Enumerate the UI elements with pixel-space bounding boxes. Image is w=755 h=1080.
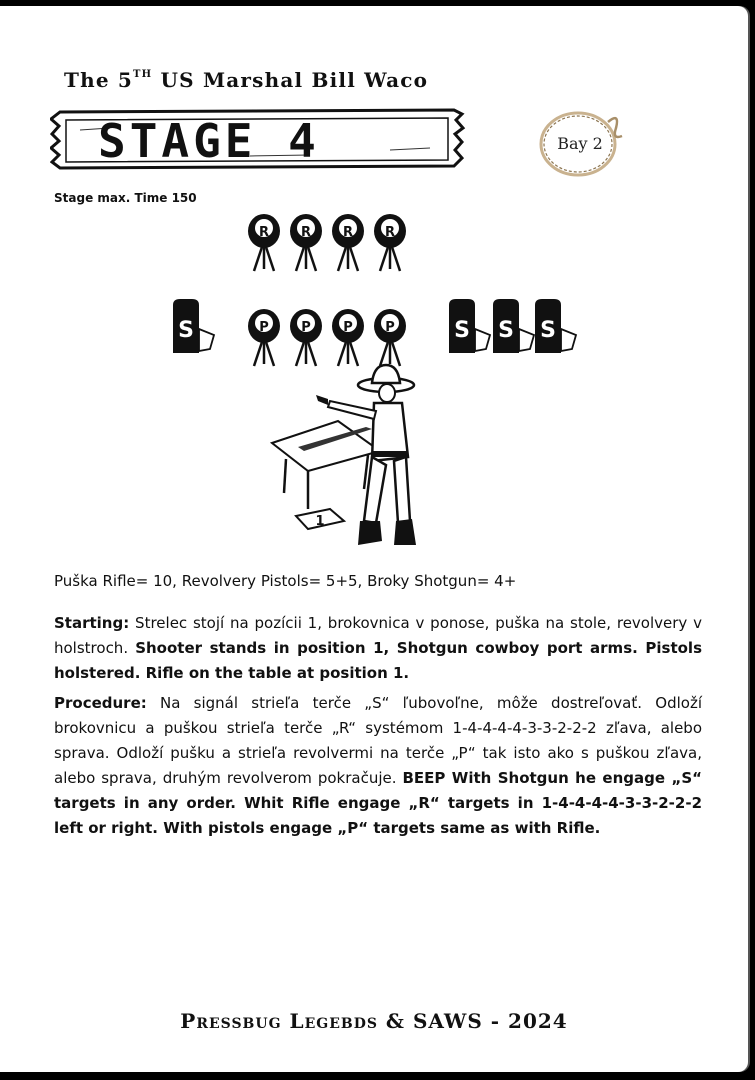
starting-label: Starting: xyxy=(54,614,130,632)
pistol-target-3 xyxy=(332,309,364,366)
rifle-target-4 xyxy=(374,214,406,271)
stage-number: STAGE 4 xyxy=(98,114,320,168)
round-counts: Puška Rifle= 10, Revolvery Pistols= 5+5, Broky Shotgun= 4+ xyxy=(54,572,517,590)
shotgun-target-1 xyxy=(173,299,214,353)
shotgun-target-2 xyxy=(449,299,490,353)
title-suffix: US Marshal Bill Waco xyxy=(152,68,429,92)
svg-text:P: P xyxy=(343,320,353,335)
pistol-target-2 xyxy=(290,309,322,366)
svg-text:P: P xyxy=(301,320,311,335)
starting-text-sk: Strelec stojí na pozícii 1, brokovnica v ponose, puška na stole, revolvery v holstroch. xyxy=(54,614,702,657)
title-prefix: The 5 xyxy=(64,68,134,92)
pistol-target-4 xyxy=(374,309,406,366)
svg-text:R: R xyxy=(384,225,396,240)
procedure-text-en: BEEP With Shotgun he engage „S“ targets in any order. Whit Rifle engage „R“ targets in 1-4-4-4-4-3-3-2-2-2 left or right. With pistols engage „P“ targets same as with Rifle. xyxy=(54,769,702,837)
stage-time: Stage max. Time 150 xyxy=(54,191,197,205)
shotgun-target-3 xyxy=(493,299,534,353)
shotgun-target-4 xyxy=(535,299,576,353)
page-footer: Pressbug Legebds & SAWS - 2024 xyxy=(180,1009,568,1033)
svg-text:S: S xyxy=(498,318,514,343)
rifle-target-2 xyxy=(290,214,322,271)
svg-text:S: S xyxy=(540,318,556,343)
procedure-section xyxy=(54,691,702,841)
svg-text:S: S xyxy=(454,318,470,343)
procedure-label: Procedure: xyxy=(54,694,147,712)
rifle-target-1 xyxy=(248,214,280,271)
target-layout xyxy=(0,6,748,386)
pistol-target-1 xyxy=(248,309,280,366)
starting-section xyxy=(54,611,702,686)
svg-text:R: R xyxy=(258,225,270,240)
procedure-text-sk: Na signál strieľa terče „S“ ľubovoľne, môže dostreľovať. Odloží brokovnicu a puškou strieľa terče „R“ systémom 1-4-4-4-4-3-3-2-2-2 zľava, alebo sprava. Odloží pušku a strieľa revolvermi na terče „P“ tak isto ako s puškou zľava, alebo sprava, druhým revolverom pokračuje. xyxy=(54,694,702,787)
position-number: 1 xyxy=(315,514,325,529)
svg-text:S: S xyxy=(178,318,194,343)
cowboy-shooter-icon xyxy=(268,361,428,556)
bay-label: Bay 2 xyxy=(557,134,603,153)
svg-text:P: P xyxy=(385,320,395,335)
starting-text-en: Shooter stands in position 1, Shotgun cowboy port arms. Pistols holstered. Rifle on the table at position 1. xyxy=(54,639,702,682)
svg-text:R: R xyxy=(342,225,354,240)
svg-text:P: P xyxy=(259,320,269,335)
title-superscript: TH xyxy=(133,69,153,81)
rifle-target-3 xyxy=(332,214,364,271)
stage-page xyxy=(0,6,748,1072)
svg-text:R: R xyxy=(300,225,312,240)
